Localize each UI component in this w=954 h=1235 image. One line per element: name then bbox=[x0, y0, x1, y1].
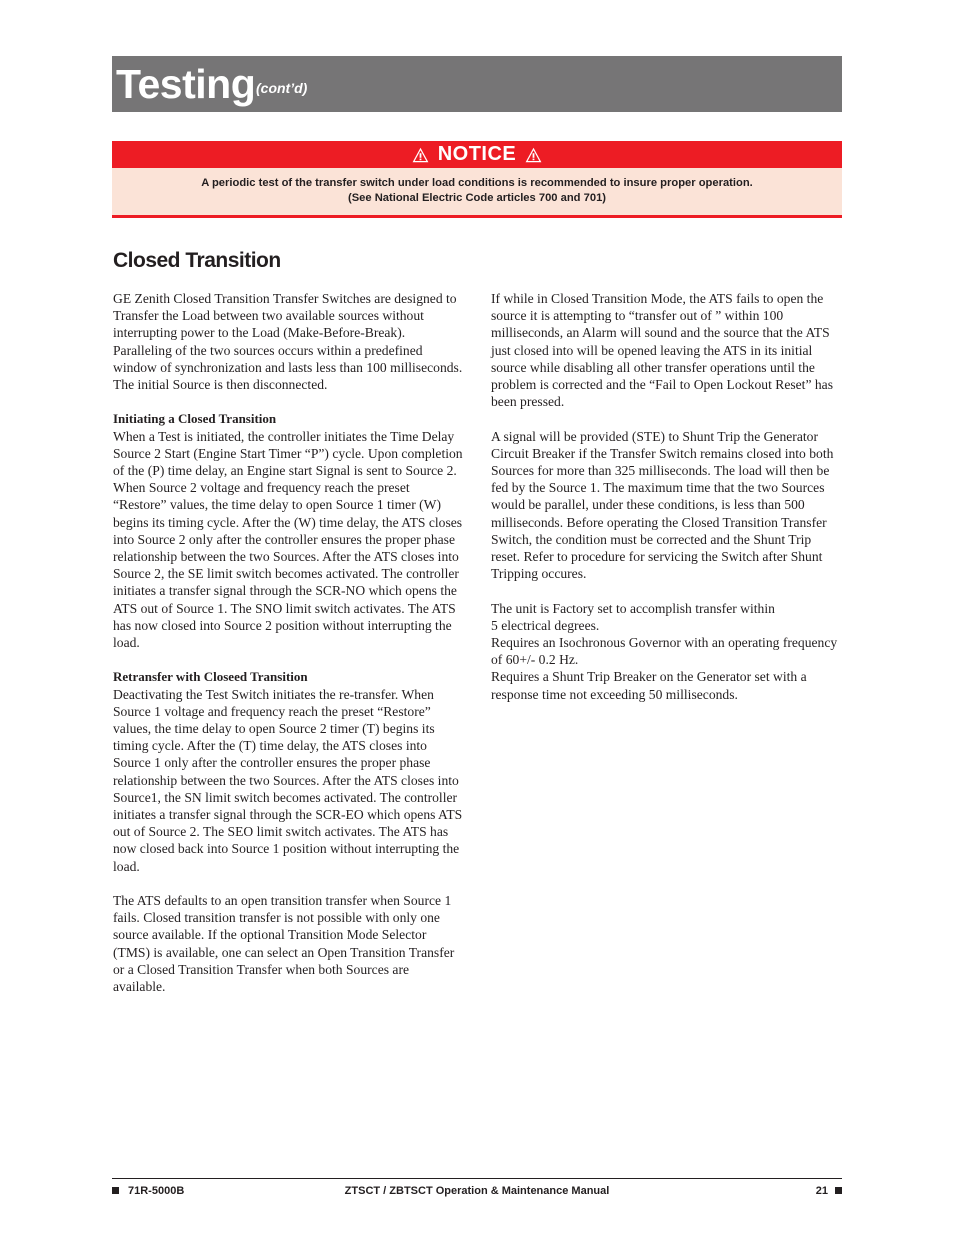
page-subtitle: (cont’d) bbox=[256, 80, 308, 96]
defaults-paragraph: The ATS defaults to an open transition transfer when Source 1 fails. Closed transition transfer is not possible with only one source available. If the optional Transition Mode Selector (TMS) is available, one can select an Open Transition Transfer or a Closed Transition Transfer when both Sources are available. bbox=[113, 893, 455, 995]
header-band bbox=[112, 56, 842, 112]
warning-triangle-icon bbox=[412, 147, 429, 163]
shunt-trip-paragraph: A signal will be provided (STE) to Shunt Trip the Generator Circuit Breaker if the Transfer Switch remains closed into both Sources for more than 325 milliseconds. The load will then be fed by the Source 1. The maximum time that the two Sources would be parallel, under these conditions, is less than 500 milliseconds. Before operating the Closed Transition Transfer Switch, the condition must be corrected and the Shunt Trip reset. Refer to procedure for servicing the Switch after Shunt Tripping occures. bbox=[491, 428, 834, 582]
page-title: Testing bbox=[116, 61, 256, 107]
section-title: Closed Transition bbox=[113, 249, 281, 272]
notice-line: (See National Electric Code articles 700 and 701) bbox=[347, 191, 607, 204]
notice-bar bbox=[112, 141, 842, 168]
left-column bbox=[113, 290, 463, 1012]
factory-set-line: 5 electrical degrees. bbox=[491, 617, 600, 633]
page-number: 21 bbox=[815, 1185, 828, 1197]
initiating-section bbox=[113, 410, 463, 651]
footer-page-number bbox=[816, 1184, 842, 1198]
notice-box bbox=[112, 141, 842, 218]
initiating-paragraph: When a Test is initiated, the controller initiates the Time Delay Source 2 Start (Engine Start Timer “P”) cycle. Upon completion of the (P) time delay, an Engine start Signal is sent to Source 2. When Source 2 voltage and frequency reach the preset “Restore” values, the time delay to open Source 1 timer (W) begins its timing cycle. After the (W) time delay, the ATS closes into Source 2 only after the controller ensures the proper phase relationship between the two Sources. After the ATS closes into Source 2, the SE limit switch becomes activated. The controller initiates a transfer signal through the SCR-NO which opens the ATS out of Source 1. The SNO limit switch activates. The ATS has now closed into Source 2 position without interrupting the load. bbox=[113, 428, 463, 651]
initiating-heading: Initiating a Closed Transition bbox=[113, 411, 277, 427]
notice-bottom-rule bbox=[112, 215, 842, 218]
governor-requirement: Requires an Isochronous Governor with an operating frequency of 60+/- 0.2 Hz. bbox=[491, 635, 838, 668]
notice-label: NOTICE bbox=[437, 143, 517, 165]
notice-line: A periodic test of the transfer switch under load conditions is recommended to insure proper operation. bbox=[201, 177, 753, 189]
factory-set-line: The unit is Factory set to accomplish transfer within bbox=[491, 600, 775, 616]
shunt-breaker-requirement: Requires a Shunt Trip Breaker on the Generator set with a response time not exceeding 50 milliseconds. bbox=[491, 669, 807, 702]
intro-paragraph: GE Zenith Closed Transition Transfer Switches are designed to Transfer the Load between two available sources without interrupting power to the Load (Make-Before-Break). Paralleling of the two sources occurs within a predefined window of synchronization and lasts less than 100 milliseconds. The initial Source is then disconnected. bbox=[113, 291, 463, 393]
square-bullet-icon bbox=[835, 1187, 842, 1194]
retransfer-section bbox=[113, 668, 463, 874]
notice-text bbox=[112, 176, 842, 205]
footer-rule bbox=[112, 1178, 842, 1179]
right-column bbox=[491, 290, 841, 703]
footer-manual-title: ZTSCT / ZBTSCT Operation & Maintenance Manual bbox=[344, 1185, 610, 1197]
doc-number: 71R-5000B bbox=[128, 1185, 185, 1197]
alarm-paragraph: If while in Closed Transition Mode, the ATS fails to open the source it is attempting to “transfer out of ” within 100 milliseconds, an Alarm will sound and the source that the ATS just closed into will be opened leaving the ATS in its initial source while disabling all other transfer operations until the problem is corrected and the “Fail to Open Lockout Reset” has been pressed. bbox=[491, 291, 834, 410]
retransfer-paragraph: Deactivating the Test Switch initiates the re-transfer. When Source 1 voltage and frequency reach the preset “Restore” values, the time delay to open Source 2 timer (T) begins its timing cycle. After the (T) time delay, the ATS closes into Source 1 only after the controller ensures the proper phase relationship between the two Sources. After the ATS closes into Source1, the SN limit switch becomes activated. The controller initiates a transfer signal through the SCR-EO which opens ATS out of Source 2. The SEO limit switch activates. The ATS has now closed back into Source 1 position without interrupting the load. bbox=[113, 686, 463, 874]
warning-triangle-icon bbox=[525, 147, 542, 163]
retransfer-heading: Retransfer with Closeed Transition bbox=[113, 669, 308, 685]
